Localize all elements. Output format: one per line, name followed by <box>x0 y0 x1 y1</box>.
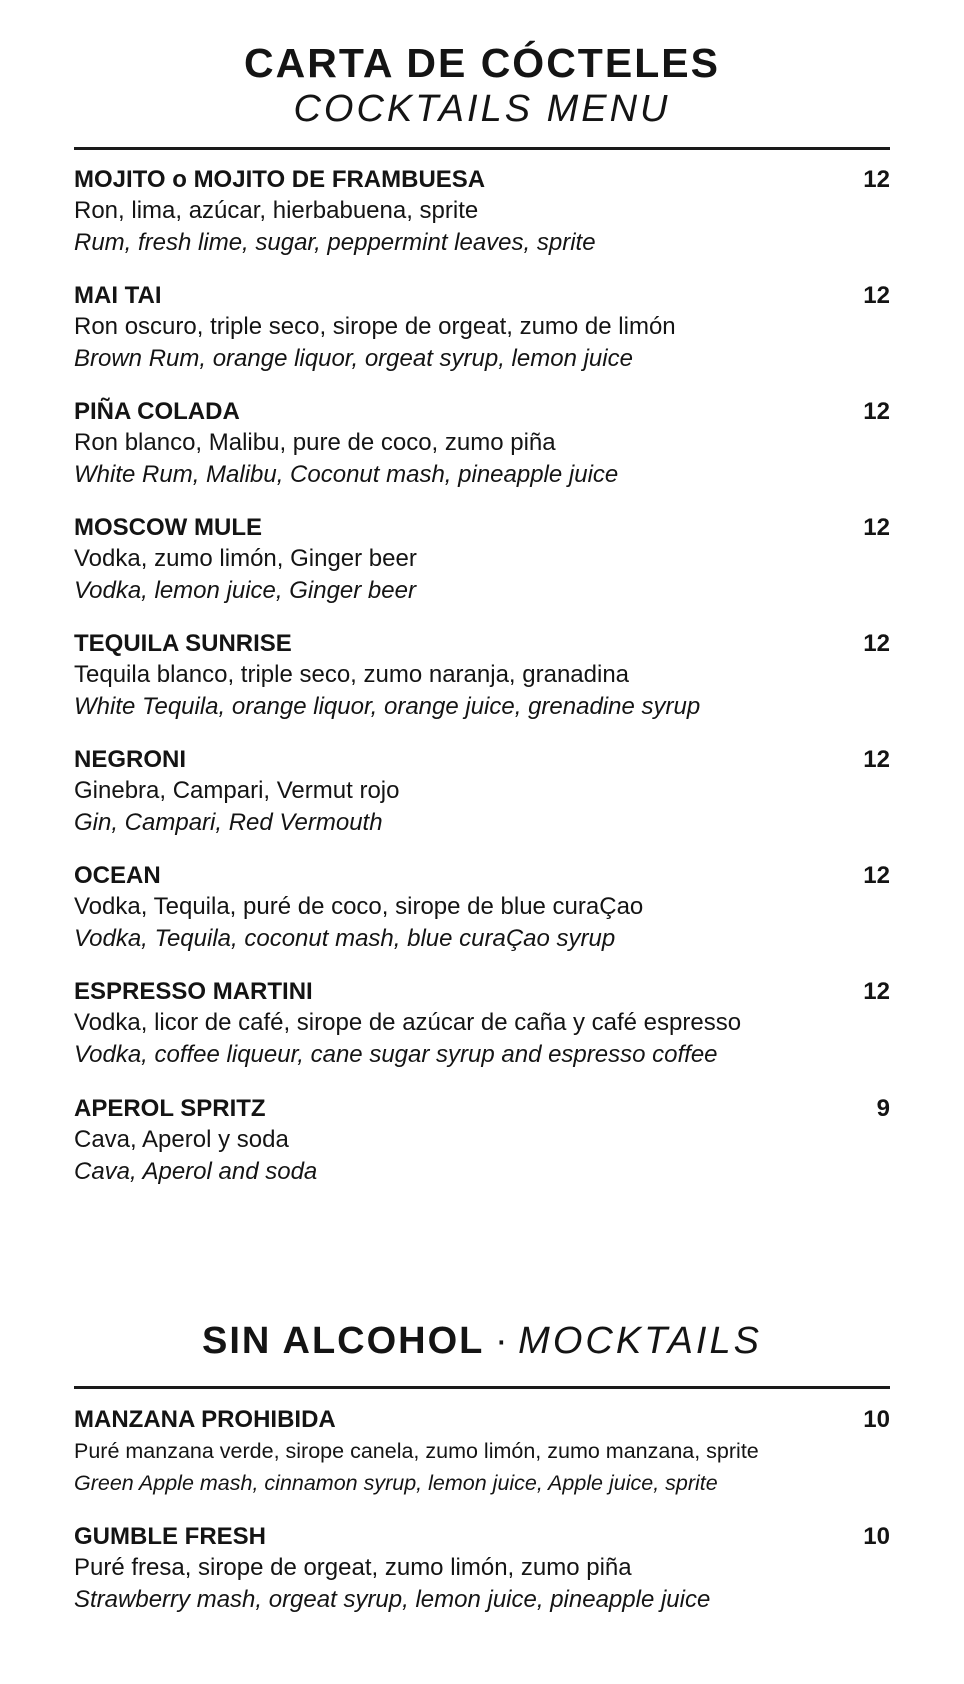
item-description-spanish: Ron, lima, azúcar, hierbabuena, sprite <box>74 197 479 224</box>
mocktails-title-english: MOCKTAILS <box>518 1320 762 1362</box>
mocktails-divider <box>74 1386 890 1389</box>
item-name: GUMBLE FRESH <box>74 1523 266 1550</box>
item-name: NEGRONI <box>74 746 187 773</box>
item-price: 12 <box>863 630 890 657</box>
item-description-spanish: Puré fresa, sirope de orgeat, zumo limón, zumo piña <box>74 1554 632 1581</box>
item-description-spanish: Ginebra, Campari, Vermut rojo <box>74 777 400 804</box>
item-name: APEROL SPRITZ <box>74 1095 266 1122</box>
item-price: 12 <box>863 282 890 309</box>
mocktails-title <box>74 1320 890 1363</box>
item-price: 12 <box>863 398 890 425</box>
item-name: MOJITO o MOJITO DE FRAMBUESA <box>74 166 486 193</box>
item-description-english: Brown Rum, orange liquor, orgeat syrup, lemon juice <box>74 345 633 372</box>
item-name: MANZANA PROHIBIDA <box>74 1406 336 1433</box>
item-name: PIÑA COLADA <box>74 398 240 425</box>
item-name: ESPRESSO MARTINI <box>74 978 313 1005</box>
item-price: 10 <box>863 1523 890 1550</box>
item-price: 12 <box>863 978 890 1005</box>
item-description-english: Vodka, coffee liqueur, cane sugar syrup and espresso coffee <box>74 1041 718 1068</box>
item-price: 10 <box>863 1406 890 1433</box>
item-description-spanish: Puré manzana verde, sirope canela, zumo limón, zumo manzana, sprite <box>74 1439 759 1463</box>
item-price: 12 <box>863 514 890 541</box>
item-name: MAI TAI <box>74 282 162 309</box>
item-description-english: Vodka, Tequila, coconut mash, blue curaÇao syrup <box>74 925 616 952</box>
item-description-spanish: Tequila blanco, triple seco, zumo naranja, granadina <box>74 661 630 688</box>
item-name: OCEAN <box>74 862 161 889</box>
menu-title-spanish: CARTA DE CÓCTELES <box>244 40 720 86</box>
item-description-english: Cava, Aperol and soda <box>74 1158 318 1185</box>
item-price: 12 <box>863 166 890 193</box>
item-description-english: White Tequila, orange liquor, orange juice, grenadine syrup <box>74 693 701 720</box>
item-description-spanish: Ron oscuro, triple seco, sirope de orgeat, zumo de limón <box>74 313 676 340</box>
item-description-spanish: Vodka, licor de café, sirope de azúcar de caña y café espresso <box>74 1009 742 1036</box>
item-description-spanish: Vodka, Tequila, puré de coco, sirope de blue curaÇao <box>74 893 644 920</box>
item-name: TEQUILA SUNRISE <box>74 630 292 657</box>
item-description-spanish: Vodka, zumo limón, Ginger beer <box>74 545 417 572</box>
item-description-english: Green Apple mash, cinnamon syrup, lemon juice, Apple juice, sprite <box>74 1471 718 1495</box>
title-divider <box>74 147 890 150</box>
item-description-spanish: Cava, Aperol y soda <box>74 1126 289 1153</box>
item-name: MOSCOW MULE <box>74 514 262 541</box>
item-price: 12 <box>863 746 890 773</box>
mocktails-title-separator: · <box>494 1320 508 1362</box>
item-description-spanish: Ron blanco, Malibu, pure de coco, zumo piña <box>74 429 556 456</box>
item-description-english: White Rum, Malibu, Coconut mash, pineapple juice <box>74 461 619 488</box>
mocktails-title-spanish: SIN ALCOHOL <box>202 1320 485 1362</box>
item-description-english: Rum, fresh lime, sugar, peppermint leaves, sprite <box>74 229 596 256</box>
item-price: 9 <box>876 1095 890 1122</box>
item-price: 12 <box>863 862 890 889</box>
item-description-english: Vodka, lemon juice, Ginger beer <box>74 577 416 604</box>
item-description-english: Gin, Campari, Red Vermouth <box>74 809 383 836</box>
item-description-english: Strawberry mash, orgeat syrup, lemon juice, pineapple juice <box>74 1586 711 1613</box>
menu-title-english: COCKTAILS MENU <box>293 88 671 130</box>
